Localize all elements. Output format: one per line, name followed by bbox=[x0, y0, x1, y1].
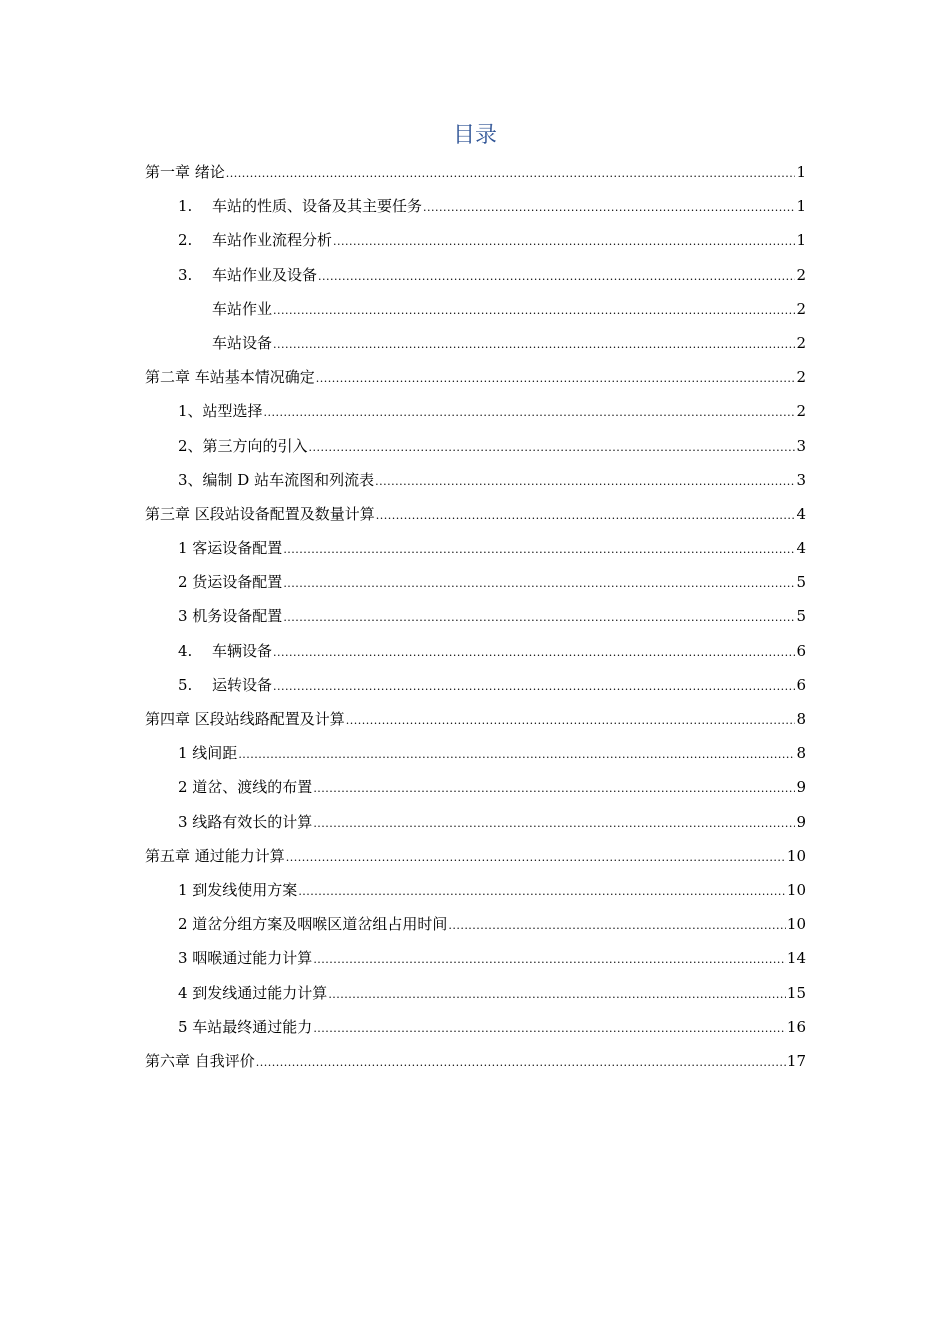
toc-entry[interactable] bbox=[145, 533, 806, 567]
toc-entry[interactable] bbox=[145, 362, 806, 396]
toc-leader-dots bbox=[298, 877, 786, 907]
toc-entry-number: 5. bbox=[178, 675, 193, 694]
toc-leader-dots bbox=[273, 296, 795, 326]
toc-entry-page: 1 bbox=[796, 163, 806, 181]
toc-entry[interactable] bbox=[145, 601, 806, 635]
toc-entry-label: 2 货运设备配置 bbox=[178, 573, 283, 592]
toc-entry[interactable] bbox=[145, 157, 806, 191]
toc-leader-dots bbox=[328, 980, 786, 1010]
toc-entry[interactable] bbox=[145, 328, 806, 362]
toc-leader-dots bbox=[318, 262, 795, 292]
toc-entry-label: 1 线间距 bbox=[178, 744, 238, 763]
toc-entry-page: 10 bbox=[786, 880, 806, 899]
toc-entry[interactable] bbox=[145, 978, 806, 1012]
toc-entry-page: 6 bbox=[796, 641, 806, 660]
toc-leader-dots bbox=[283, 603, 795, 633]
toc-leader-dots bbox=[423, 193, 795, 223]
toc-entry-page: 1 bbox=[796, 197, 806, 216]
toc-entry-label: 4 到发线通过能力计算 bbox=[178, 983, 328, 1002]
toc-entry-page: 2 bbox=[796, 402, 806, 421]
toc-leader-dots bbox=[273, 672, 795, 702]
toc-entry-label: 运转设备 bbox=[212, 675, 273, 694]
toc-entry[interactable] bbox=[145, 636, 806, 670]
toc-entry-label: 1、站型选择 bbox=[178, 402, 263, 421]
toc-leader-dots bbox=[264, 398, 796, 428]
toc-leader-dots bbox=[313, 1014, 786, 1044]
toc-entry[interactable] bbox=[145, 704, 806, 738]
toc-entry[interactable] bbox=[145, 875, 806, 909]
toc-entry[interactable] bbox=[145, 499, 806, 533]
toc-entry[interactable] bbox=[145, 1046, 806, 1080]
toc-entry-page: 2 bbox=[796, 299, 806, 318]
toc-entry-page: 5 bbox=[796, 607, 806, 626]
toc-entry-label: 车辆设备 bbox=[212, 641, 273, 660]
toc-entry-label: 车站设备 bbox=[212, 333, 273, 352]
toc-entry[interactable] bbox=[145, 807, 806, 841]
toc-entry-label: 5 车站最终通过能力 bbox=[178, 1017, 313, 1036]
toc-entry-label: 第三章 区段站设备配置及数量计算 bbox=[145, 504, 375, 523]
toc-entry[interactable] bbox=[145, 191, 806, 225]
toc-leader-dots bbox=[316, 364, 796, 394]
toc-entry-number: 1. bbox=[178, 197, 193, 216]
toc-leader-dots bbox=[313, 945, 786, 975]
toc-entry-label: 第二章 车站基本情况确定 bbox=[145, 368, 315, 387]
toc-entry[interactable] bbox=[145, 225, 806, 259]
toc-entry-page: 6 bbox=[796, 675, 806, 694]
toc-entry-page: 3 bbox=[796, 470, 806, 489]
toc-leader-dots bbox=[309, 433, 796, 463]
toc-leader-dots bbox=[226, 159, 796, 189]
toc-entry-page: 4 bbox=[796, 504, 806, 523]
toc-entry-page: 17 bbox=[786, 1051, 806, 1070]
toc-entry-page: 8 bbox=[796, 710, 806, 728]
toc-entry-page: 4 bbox=[796, 539, 806, 558]
toc-entry-label: 车站作业及设备 bbox=[212, 265, 318, 284]
toc-entry[interactable] bbox=[145, 841, 806, 875]
toc-leader-dots bbox=[346, 706, 796, 736]
toc-entry[interactable] bbox=[145, 260, 806, 294]
toc-entry-page: 2 bbox=[796, 333, 806, 352]
toc-leader-dots bbox=[273, 330, 795, 360]
toc-entry-label: 第一章 绪论 bbox=[145, 163, 225, 181]
toc-entry-label: 1 到发线使用方案 bbox=[178, 880, 298, 899]
toc-leader-dots bbox=[375, 467, 795, 497]
toc-leader-dots bbox=[283, 535, 795, 565]
toc-entry-label: 第六章 自我评价 bbox=[145, 1051, 255, 1070]
toc-entry[interactable] bbox=[145, 396, 806, 430]
toc-entry-page: 3 bbox=[796, 436, 806, 455]
toc-entry-page: 15 bbox=[786, 983, 806, 1002]
toc-entry-page: 10 bbox=[786, 846, 806, 865]
toc-entry-label: 2 道岔、渡线的布置 bbox=[178, 778, 313, 797]
toc-entry-label: 3 线路有效长的计算 bbox=[178, 812, 313, 831]
toc-entry-page: 14 bbox=[786, 949, 806, 968]
toc-entry-label: 1 客运设备配置 bbox=[178, 539, 283, 558]
toc-entry-label: 2 道岔分组方案及咽喉区道岔组占用时间 bbox=[178, 915, 448, 934]
toc-entry-label: 车站作业 bbox=[212, 299, 273, 318]
toc-entry-page: 5 bbox=[796, 573, 806, 592]
toc-entry-label: 第四章 区段站线路配置及计算 bbox=[145, 710, 345, 728]
toc-leader-dots bbox=[273, 638, 795, 668]
toc-entry[interactable] bbox=[145, 465, 806, 499]
toc-leader-dots bbox=[238, 740, 795, 770]
toc-entry[interactable] bbox=[145, 1012, 806, 1046]
toc-entry[interactable] bbox=[145, 431, 806, 465]
toc-entry-label: 3 机务设备配置 bbox=[178, 607, 283, 626]
toc-entry[interactable] bbox=[145, 567, 806, 601]
toc-leader-dots bbox=[333, 227, 795, 257]
toc-entry-page: 1 bbox=[796, 231, 806, 250]
toc-entry-label: 车站的性质、设备及其主要任务 bbox=[212, 197, 423, 216]
toc-entry-label: 车站作业流程分析 bbox=[212, 231, 333, 250]
toc-leader-dots bbox=[448, 911, 786, 941]
toc-entry-number: 3. bbox=[178, 265, 193, 284]
toc-title: 目录 bbox=[452, 123, 497, 148]
toc-entry-label: 3 咽喉通过能力计算 bbox=[178, 949, 313, 968]
toc-entry-page: 8 bbox=[796, 744, 806, 763]
toc-entry-label: 第五章 通过能力计算 bbox=[145, 846, 285, 865]
toc-leader-dots bbox=[376, 501, 796, 531]
toc-entry[interactable] bbox=[145, 772, 806, 806]
toc-entry-page: 2 bbox=[796, 368, 806, 387]
toc-leader-dots bbox=[286, 843, 786, 873]
toc-entry[interactable] bbox=[145, 738, 806, 772]
toc-entry-number: 2. bbox=[178, 231, 193, 250]
toc-entry[interactable] bbox=[145, 670, 806, 704]
toc-entry[interactable] bbox=[145, 909, 806, 943]
toc-entry-page: 10 bbox=[786, 915, 806, 934]
toc-entry-page: 16 bbox=[786, 1017, 806, 1036]
toc-leader-dots bbox=[313, 809, 795, 839]
toc-entry-label: 3、编制 D 站车流图和列流表 bbox=[178, 470, 375, 489]
toc-entry-page: 9 bbox=[796, 812, 806, 831]
toc-entry-page: 9 bbox=[796, 778, 806, 797]
toc-list bbox=[145, 157, 806, 1080]
toc-entry[interactable] bbox=[145, 943, 806, 977]
toc-entry-label: 2、第三方向的引入 bbox=[178, 436, 308, 455]
toc-leader-dots bbox=[313, 774, 795, 804]
toc-leader-dots bbox=[283, 569, 795, 599]
toc-leader-dots bbox=[256, 1048, 786, 1078]
toc-entry-number: 4. bbox=[178, 641, 193, 660]
toc-entry-page: 2 bbox=[796, 265, 806, 284]
toc-entry[interactable] bbox=[145, 294, 806, 328]
